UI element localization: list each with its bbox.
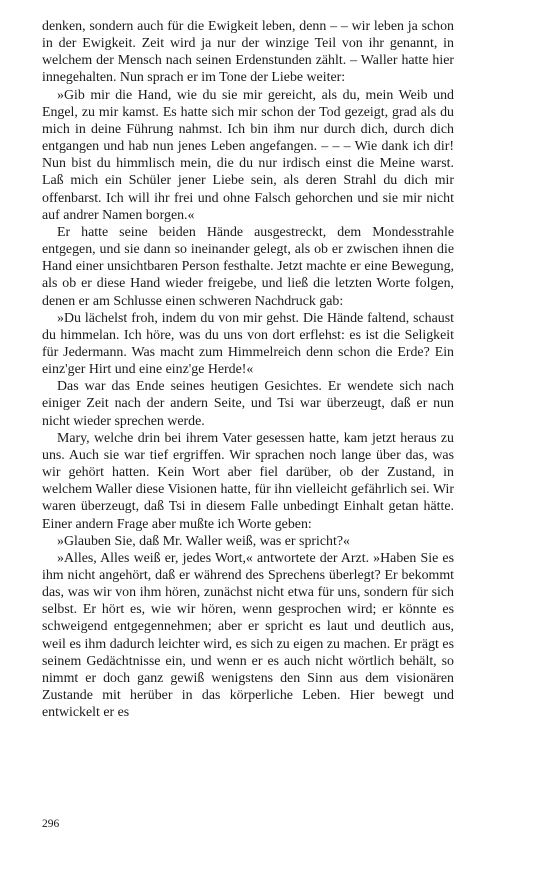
page-number: 296 — [42, 818, 60, 830]
paragraph-mary: Mary, welche drin bei ihrem Vater gesessen hatte, kam jetzt heraus zu uns. Auch sie war tief ergriffen. Wir sprachen noch lange über das, was wir gehört hatten. Kein Wort aber fiel darüber, ob der Zustand, in welchem Waller diese Visionen hatte, für ihn vielleicht gefährlich sei. Wir waren überzeugt, daß Tsi in diesem Falle unbedingt Einhalt getan hätte. Einer andern Frage aber mußte ich Worte geben: — [42, 430, 454, 532]
paragraph-poem-one: »Gib mir die Hand, wie du sie mir gereicht, als du, mein Weib und Engel, zu mir kamst. Es hatte sich mir schon der Tod gezeigt, grad als du mich in deine Führung nahmst. Ich bin ihm nur durch dich, durch dich entgangen und hab nun jenes Leben angefangen. – – – Wie dank ich dir! Nun bist du himmlisch mein, die du nur irdisch einst die Meine warst. Laß mich ein Schüler jener Liebe sein, als deren Strahl du dich mir offenbarst. Ich will ihr frei und ohne Falsch gehorchen und sie mir nicht auf andrer Namen borgen.« — [42, 87, 454, 223]
paragraph-doctor-answer: »Alles, Alles weiß er, jedes Wort,« antwortete der Arzt. »Haben Sie es ihm nicht angehört, daß er während des Sprechens überlegt? Er bekommt das, was wir von ihm hören, zunächst nicht etwa für uns, sondern für sich selbst. Er hört es, wie wir hören, wenn gesprochen wird; er könnte es schweigend entgegennehmen; aber er spricht es laut und deutlich aus, weil es ihm dadurch leichter wird, es sich zu eigen zu machen. Er prägt es seinem Gedächtnisse ein, und wenn er es auch nicht wörtlich behält, so nimmt er doch ganz gewiß wenigstens den Sinn aus dem visionären Zustande mit herüber in das körperliche Leben. Hier bewegt und entwickelt er es — [42, 550, 454, 721]
paragraph-narrative-hands: Er hatte seine beiden Hände ausgestreckt, dem Mondesstrahle entgegen, und sie dann so ineinander gelegt, als ob er zwischen ihnen die Hand einer unsichtbaren Person festhalte. Jetzt machte er eine Bewegung, als ob er diese Hand wieder freigebe, und ließ die letzten Worte folgen, denen er am Schlusse einen schweren Nachdruck gab: — [42, 224, 454, 309]
paragraph-poem-two: »Du lächelst froh, indem du von mir gehst. Die Hände faltend, schaust du himmelan. Ich höre, was du uns von dort erflehst: es ist die Seligkeit für Jedermann. Was macht zum Himmelreich denn schon die Erde? Ein einz'ger Hirt und eine einz'ge Herde!« — [42, 310, 454, 378]
page-body — [42, 18, 454, 721]
paragraph-question: »Glauben Sie, daß Mr. Waller weiß, was er spricht?« — [57, 533, 350, 549]
paragraph-continuation: denken, sondern auch für die Ewigkeit leben, denn – – wir leben ja schon in der Ewigkeit. Zeit wird ja nur der winzige Teil von ihr genannt, in welchem der Mensch nach seinen Erdenstunden zählt. – Waller hatte hier innegehalten. Nun sprach er im Tone der Liebe weiter: — [42, 19, 454, 86]
paragraph-end-of-vision: Das war das Ende seines heutigen Gesichtes. Er wendete sich nach einiger Zeit nach der andern Seite, und Tsi war überzeugt, daß er nun nicht wieder sprechen werde. — [42, 379, 454, 429]
